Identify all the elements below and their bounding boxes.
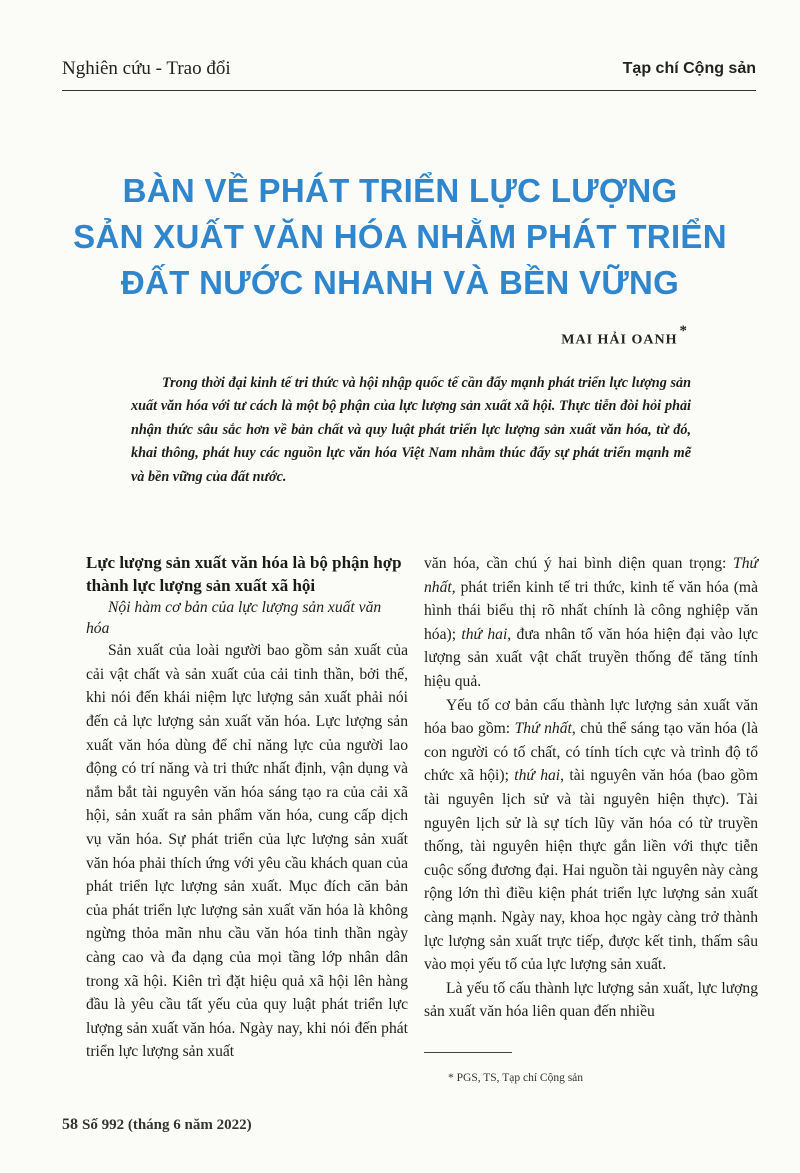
text-run: , đưa nhân tố văn hóa hiện đại vào lực lượng sản xuất vật chất truyền thống để tăng tính hiệu quả. (424, 625, 758, 690)
page-number: 58 (62, 1116, 78, 1133)
article-title (60, 168, 740, 306)
section-heading: Lực lượng sản xuất văn hóa là bộ phận hợp thành lực lượng sản xuất xã hội (86, 553, 402, 595)
body-paragraph: Sản xuất của loài người bao gồm sản xuất của cải vật chất và sản xuất của cải tinh thần, bởi thế, khi nói đến khái niệm lực lượng sản xuất phải nói đến cả lực lượng sản xuất văn hóa. Lực lượng sản xuất văn hóa dùng để chỉ năng lực của người lao động có trí năng và tri thức nhất định, vận dụng và nắm bắt tài nguyên văn hóa sáng tạo ra của cải xã hội, sản xuất ra sản phẩm văn hóa, cung cấp dịch vụ văn hóa. Sự phát triển của lực lượng sản xuất văn hóa phải thích ứng với yêu cầu khách quan của phát triển lực lượng sản xuất. Mục đích căn bản của phát triển lực lượng sản xuất văn hóa là không ngừng thỏa mãn nhu cầu văn hóa tinh thần ngày càng cao và đa dạng của mọi tầng lớp nhân dân trong xã hội. Kiên trì đặt hiệu quả xã hội lên hàng đầu là yêu cầu tất yếu của quy luật phát triển lực lượng sản xuất văn hóa. Ngày nay, khi nói đến phát triển lực lượng sản xuất (86, 642, 408, 1061)
journal-name: Tạp chí Cộng sản (622, 60, 756, 77)
title-line-1: BÀN VỀ PHÁT TRIỂN LỰC LƯỢNG (122, 172, 678, 209)
emphasis-text: thứ hai (461, 625, 508, 643)
text-run: Yếu tố cơ bản cấu thành lực lượng sản xuất văn hóa bao gồm: (424, 696, 758, 738)
footnote-divider (424, 1052, 512, 1053)
author-name: MAI HẢI OANH (561, 332, 678, 348)
page-footer (62, 1116, 252, 1134)
author-byline (561, 323, 688, 349)
title-line-3: ĐẤT NƯỚC NHANH VÀ BỀN VỮNG (120, 264, 680, 301)
subsection-heading: Nội hàm cơ bản của lực lượng sản xuất văn hóa (86, 599, 382, 638)
body-paragraph: Là yếu tố cấu thành lực lượng sản xuất, lực lượng sản xuất văn hóa liên quan đến nhiều (424, 979, 758, 1021)
author-footnote-mark: * (679, 323, 688, 339)
footnote: * PGS, TS, Tạp chí Cộng sản (448, 1072, 584, 1084)
left-column (86, 552, 408, 1064)
running-header (62, 56, 756, 91)
section-label: Nghiên cứu - Trao đổi (62, 58, 231, 79)
text-run: , phát triển kinh tế tri thức, kinh tế văn hóa (mà hình thái biểu thị rõ nhất chính là công nghiệp văn hóa); (424, 578, 758, 643)
body-paragraph (424, 552, 758, 694)
issue-label: Số 992 (tháng 6 năm 2022) (82, 1117, 252, 1133)
text-run: , chủ thể sáng tạo văn hóa (là con người có tố chất, có tính tích cực và trình độ tổ chức xã hội); (424, 720, 758, 785)
emphasis-text: Thứ nhất (424, 555, 758, 596)
body-paragraph (424, 694, 758, 977)
title-line-2: SẢN XUẤT VĂN HÓA NHẰM PHÁT TRIỂN (73, 218, 727, 255)
text-run: , tài nguyên văn hóa (bao gồm tài nguyên lịch sử và tài nguyên hiện thực). Tài nguyên lịch sử là sự tích lũy văn hóa có từ truyền thống, tài nguyên hiện thực gắn liền với thực tiễn cuộc sống đương đại. Hai nguồn tài nguyên này càng rộng lớn thì điều kiện phát triển lực lượng sản xuất càng mạnh. Ngày nay, khoa học ngày càng trở thành lực lượng sản xuất trực tiếp, được kết tinh, thấm sâu vào mọi yếu tố của lực lượng sản xuất. (424, 767, 758, 974)
emphasis-text: Thứ nhất (514, 720, 572, 738)
abstract: Trong thời đại kinh tế tri thức và hội nhập quốc tế cần đẩy mạnh phát triển lực lượng sản xuất văn hóa với tư cách là một bộ phận của lực lượng sản xuất xã hội. Thực tiễn đòi hỏi phải nhận thức sâu sắc hơn về bản chất và quy luật phát triển lực lượng sản xuất văn hóa, từ đó, khai thông, phát huy các nguồn lực văn hóa Việt Nam nhằm thúc đẩy sự phát triển mạnh mẽ và bền vững của đất nước. (131, 375, 691, 485)
emphasis-text: thứ hai (514, 767, 561, 785)
text-run: văn hóa, cần chú ý hai bình diện quan trọng: (424, 555, 734, 572)
right-column (424, 552, 758, 1024)
